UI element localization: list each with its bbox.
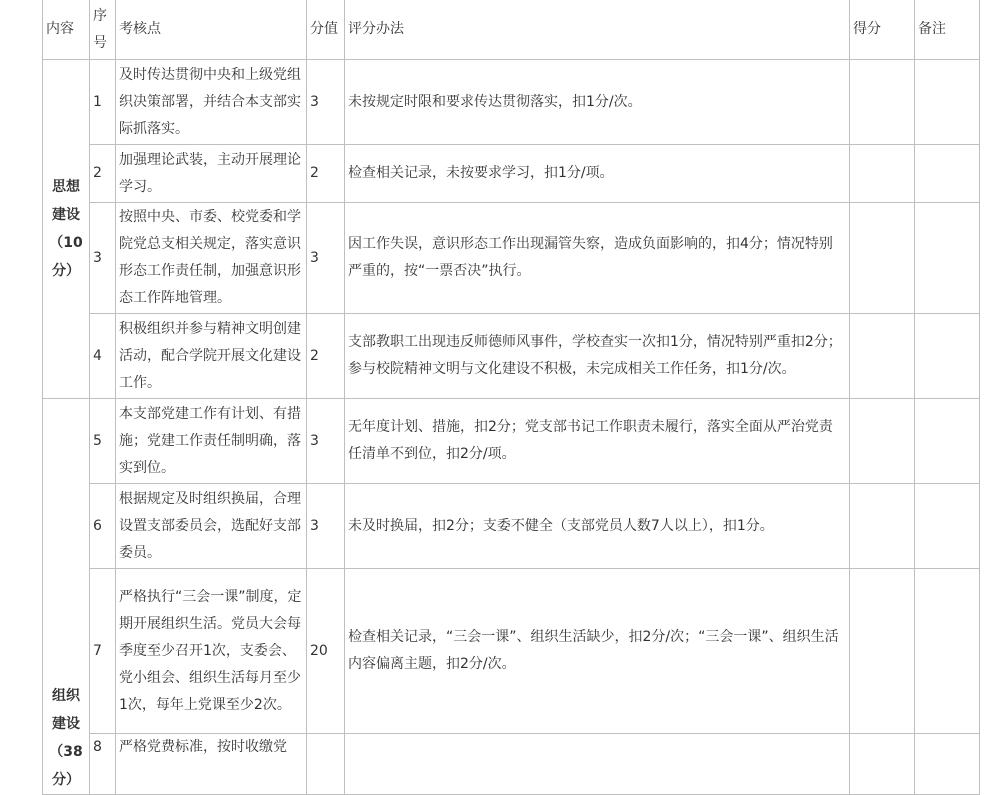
row-item: 本支部党建工作有计划、有措施；党建工作责任制明确，落实到位。 [116,399,307,484]
row-gain-cell[interactable] [850,203,915,314]
header-method: 评分办法 [345,0,850,60]
row-remark-cell[interactable] [915,399,980,484]
row-remark-cell[interactable] [915,484,980,569]
row-method: 检查相关记录，“三会一课”、组织生活缺少，扣2分/次；“三会一课”、组织生活内容偏离主题，扣2分/次。 [345,569,850,734]
row-seq: 1 [90,60,116,145]
row-gain-cell[interactable] [850,60,915,145]
table-row [43,203,980,314]
table-row [43,484,980,569]
section-line: （38 [49,744,83,760]
table-row [43,399,980,484]
row-score: 20 [307,569,345,734]
row-method: 未按规定时限和要求传达贯彻落实，扣1分/次。 [345,60,850,145]
row-gain-cell[interactable] [850,145,915,203]
header-row [43,0,980,60]
row-item: 根据规定及时组织换届，合理设置支部委员会，选配好支部委员。 [116,484,307,569]
row-score: 2 [307,314,345,399]
row-item: 严格执行“三会一课”制度，定期开展组织生活。党员大会每季度至少召开1次，支委会、党小组会、组织生活每月至少1次，每年上党课至少2次。 [116,569,307,734]
row-score: 3 [307,203,345,314]
row-gain-cell[interactable] [850,314,915,399]
section-line: 建设 [52,716,80,732]
row-seq: 2 [90,145,116,203]
row-gain-cell[interactable] [850,399,915,484]
section-line: 组织 [52,688,80,704]
section-line: 分） [52,263,80,279]
row-item: 严格党费标准，按时收缴党 [116,734,307,795]
header-remark: 备注 [915,0,980,60]
section-ideology [43,60,90,399]
header-seq: 序号 [90,0,116,60]
row-item: 加强理论武装，主动开展理论学习。 [116,145,307,203]
row-remark-cell[interactable] [915,145,980,203]
row-remark-cell[interactable] [915,60,980,145]
table-row [43,145,980,203]
row-score: 3 [307,399,345,484]
row-item: 积极组织并参与精神文明创建活动，配合学院开展文化建设工作。 [116,314,307,399]
table-row [43,60,980,145]
header-content: 内容 [43,0,90,60]
section-line: 建设 [52,207,80,223]
row-item: 按照中央、市委、校党委和学院党总支相关规定，落实意识形态工作责任制，加强意识形态工作阵地管理。 [116,203,307,314]
row-method: 因工作失误，意识形态工作出现漏管失察，造成负面影响的，扣4分；情况特别严重的，按“一票否决”执行。 [345,203,850,314]
row-remark-cell[interactable] [915,734,980,795]
row-remark-cell[interactable] [915,569,980,734]
row-method: 无年度计划、措施，扣2分；党支部书记工作职责未履行，落实全面从严治党责任清单不到位，扣2分/项。 [345,399,850,484]
section-line: （10 [49,235,83,251]
header-gain: 得分 [850,0,915,60]
row-seq: 8 [90,734,116,795]
section-line: 分） [52,772,80,788]
header-item: 考核点 [116,0,307,60]
section-line: 思想 [52,179,80,195]
row-gain-cell[interactable] [850,484,915,569]
row-method [345,734,850,795]
row-method: 检查相关记录，未按要求学习，扣1分/项。 [345,145,850,203]
row-score: 3 [307,60,345,145]
section-organization [43,399,90,795]
row-score [307,734,345,795]
table-row [43,569,980,734]
row-gain-cell[interactable] [850,734,915,795]
row-method: 未及时换届，扣2分；支委不健全（支部党员人数7人以上），扣1分。 [345,484,850,569]
row-score: 3 [307,484,345,569]
row-gain-cell[interactable] [850,569,915,734]
row-seq: 6 [90,484,116,569]
row-method: 支部教职工出现违反师德师风事件，学校查实一次扣1分，情况特别严重扣2分；参与校院精神文明与文化建设不积极，未完成相关工作任务，扣1分/次。 [345,314,850,399]
row-score: 2 [307,145,345,203]
row-seq: 7 [90,569,116,734]
table-row [43,734,980,795]
row-seq: 3 [90,203,116,314]
row-remark-cell[interactable] [915,203,980,314]
row-seq: 4 [90,314,116,399]
row-remark-cell[interactable] [915,314,980,399]
assessment-table [42,0,980,795]
row-seq: 5 [90,399,116,484]
header-score: 分值 [307,0,345,60]
row-item: 及时传达贯彻中央和上级党组织决策部署，并结合本支部实际抓落实。 [116,60,307,145]
table-row [43,314,980,399]
